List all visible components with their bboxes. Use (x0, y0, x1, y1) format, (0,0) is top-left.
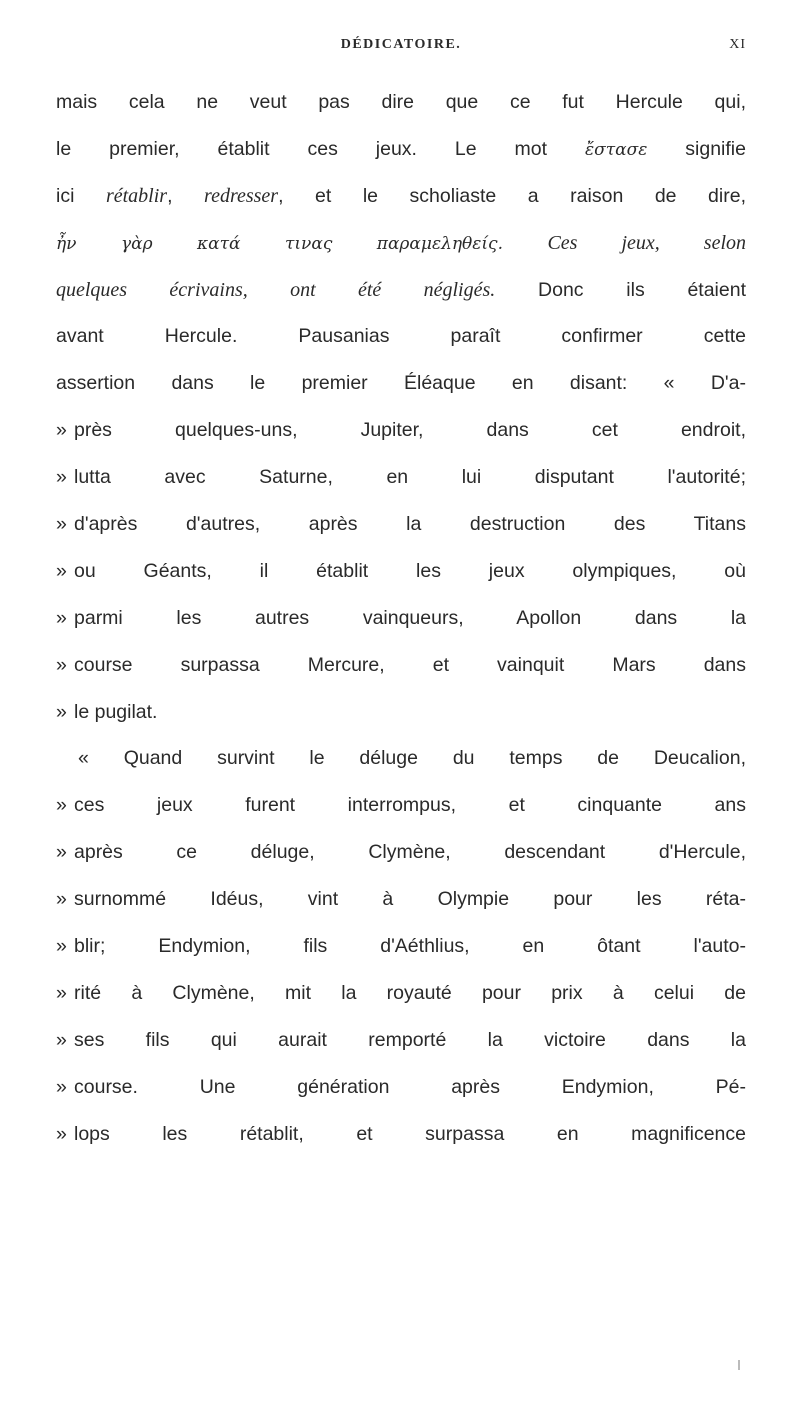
text-run: course surpassa Mercure, et vainquit Mars dans (74, 653, 746, 676)
quote-continuation-mark: » (56, 1028, 67, 1051)
text-line (56, 126, 746, 173)
text-run: assertion dans le premier Éléaque en disant: « D'a- (56, 372, 746, 395)
running-head (56, 37, 746, 57)
text-run: d'après d'autres, après la destruction des Titans (74, 513, 746, 536)
italic-text: rétablir (105, 184, 168, 207)
text-run: surnommé Idéus, vint à Olympie pour les réta- (74, 888, 746, 911)
quote-continuation-mark: » (56, 466, 67, 489)
text-run (503, 232, 547, 254)
text-line (56, 923, 746, 970)
text-run: lops les rétablit, et surpassa en magnificence (74, 1122, 746, 1145)
text-line (56, 79, 746, 126)
text-line (56, 548, 746, 595)
text-run: rité à Clymène, mit la royauté pour prix à celui de (74, 981, 746, 1004)
text-run: « Quand survint le déluge du temps de Deucalion, (78, 747, 746, 770)
text-line (56, 829, 746, 876)
text-line (56, 1017, 746, 1064)
text-run: le premier, établit ces jeux. Le mot (56, 137, 585, 160)
text-run: ses fils qui aurait remporté la victoire dans la (74, 1028, 746, 1051)
text-run: parmi les autres vainqueurs, Apollon dans la (74, 606, 746, 629)
quote-continuation-mark: » (56, 935, 67, 958)
text-run: près quelques-uns, Jupiter, dans cet endroit, (74, 419, 746, 442)
quote-continuation-mark: » (56, 888, 67, 911)
quote-continuation-mark: » (56, 559, 67, 582)
text-line (56, 454, 746, 501)
text-run: signifie (647, 137, 746, 160)
italic-text: quelques écrivains, ont été négligés. (56, 278, 496, 301)
text-run: Donc ils étaient (495, 278, 747, 301)
text-line (56, 1064, 746, 1111)
quote-continuation-mark: » (56, 1075, 67, 1098)
quote-continuation-mark: » (56, 513, 67, 536)
quote-continuation-mark: » (56, 419, 67, 442)
text-run: mais cela ne veut pas dire que ce fut Hercule qui, (56, 91, 746, 113)
text-line (56, 595, 746, 642)
quote-continuation-mark: » (56, 981, 67, 1004)
text-line (56, 501, 746, 548)
text-line (56, 313, 746, 360)
italic-text: Ces jeux, selon (547, 231, 747, 254)
text-run: ou Géants, il établit les jeux olympiques, où (74, 559, 746, 582)
text-run: après ce déluge, Clymène, descendant d'Hercule, (74, 841, 746, 864)
text-run: avant Hercule. Pausanias paraît confirmer cette (56, 325, 746, 348)
text-line (56, 267, 746, 314)
text-line (56, 876, 746, 923)
quote-continuation-mark: » (56, 700, 67, 723)
text-run: , (167, 184, 205, 207)
text-line (56, 360, 746, 407)
text-line (56, 220, 746, 267)
text-run: le pugilat. (74, 700, 158, 723)
quote-continuation-mark: » (56, 606, 67, 629)
text-line (56, 407, 746, 454)
text-line (56, 689, 746, 736)
text-run: lutta avec Saturne, en lui disputant l'autorité; (74, 466, 746, 489)
italic-text: redresser (204, 184, 279, 207)
text-run: course. Une génération après Endymion, Pé- (74, 1075, 746, 1098)
quote-continuation-mark: » (56, 1122, 67, 1145)
page-number: XI (729, 37, 746, 52)
greek-text: ἦν γὰρ κατά τινας παραμεληθείς. (56, 233, 503, 254)
text-run: blir; Endymion, fils d'Aéthlius, en ôtant l'auto- (74, 935, 746, 958)
text-line (56, 173, 746, 220)
text-run: , et le scholiaste a raison de dire, (278, 184, 746, 207)
quote-continuation-mark: » (56, 841, 67, 864)
text-run: ces jeux furent interrompus, et cinquante ans (74, 794, 746, 817)
ink-speck (738, 1360, 740, 1370)
text-line (56, 735, 746, 782)
quote-continuation-mark: » (56, 653, 67, 676)
text-line (56, 1111, 746, 1158)
greek-text: ἔστασε (585, 139, 648, 160)
text-run: ici (56, 184, 106, 207)
text-line (56, 970, 746, 1017)
body-text (56, 79, 746, 1157)
quote-continuation-mark: » (56, 794, 67, 817)
running-head-title: DÉDICATOIRE. (340, 37, 462, 52)
text-line (56, 782, 746, 829)
text-line (56, 642, 746, 689)
